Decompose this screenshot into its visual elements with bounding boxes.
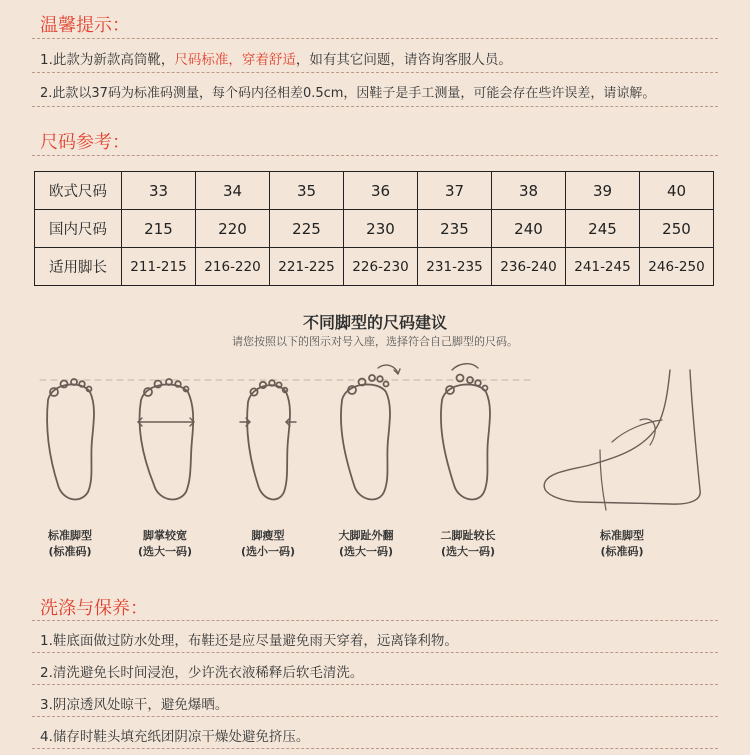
foot-guide-subtitle: 请您按照以下的图示对号入座，选择符合自己脚型的尺码。: [232, 335, 518, 348]
foot-type-advice: (标准码): [48, 545, 92, 558]
table-cell: 33: [122, 172, 196, 210]
foot-guide-title: 不同脚型的尺码建议: [302, 313, 447, 332]
table-cell: 37: [418, 172, 492, 210]
foot-type-advice: (选大一码): [440, 545, 496, 558]
foot-type-label: [218, 528, 318, 560]
foot-type-label: [115, 528, 215, 560]
standard-foot-icon: [47, 379, 94, 499]
divider: [32, 72, 718, 73]
foot-type-name: 脚瘦型: [251, 529, 285, 542]
table-cell: 35: [270, 172, 344, 210]
table-cell: 245: [566, 210, 640, 248]
table-cell: 236-240: [492, 248, 566, 286]
table-cell: 211-215: [122, 248, 196, 286]
table-cell: 235: [418, 210, 492, 248]
foot-type-advice: (标准码): [600, 545, 644, 558]
divider: [32, 620, 718, 621]
table-cell: 230: [344, 210, 418, 248]
care-line-3: 3.阴凉透风处晾干，避免爆晒。: [40, 697, 229, 713]
foot-type-name: 大脚趾外翻: [338, 529, 394, 542]
table-cell: 241-245: [566, 248, 640, 286]
size-table: [34, 171, 714, 286]
foot-type-name: 标准脚型: [48, 529, 92, 542]
slim-foot-icon: [240, 380, 296, 499]
wide-foot-icon: [138, 379, 194, 499]
divider: [32, 684, 718, 685]
notice-line-2: 2.此款以37码为标准码测量，每个码内径相差0.5cm，因鞋子是手工测量，可能会存在些许误差，请谅解。: [40, 86, 656, 101]
divider: [32, 652, 718, 653]
table-cell: 225: [270, 210, 344, 248]
side-foot-icon: [544, 370, 700, 510]
care-title: 洗涤与保养：: [40, 598, 148, 619]
table-cell: 39: [566, 172, 640, 210]
notice-line-1-highlight: 尺码标准，穿着舒适: [174, 52, 296, 68]
foot-type-name: 脚掌较宽: [143, 529, 187, 542]
care-line-4: 4.储存时鞋头填充纸团阴凉干燥处避免挤压。: [40, 729, 310, 745]
foot-type-label: [20, 528, 120, 560]
foot-type-advice: (选大一码): [137, 545, 193, 558]
divider: [32, 155, 718, 156]
care-line-2: 2.清洗避免长时间浸泡，少许洗衣液稀释后软毛清洗。: [40, 665, 364, 681]
table-cell: 231-235: [418, 248, 492, 286]
table-cell: 226-230: [344, 248, 418, 286]
table-cell: 221-225: [270, 248, 344, 286]
foot-type-advice: (选小一码): [240, 545, 296, 558]
table-cell: 216-220: [196, 248, 270, 286]
table-cell: 215: [122, 210, 196, 248]
foot-type-name: 标准脚型: [600, 529, 644, 542]
row-header-foot-length: 适用脚长: [35, 248, 122, 286]
divider: [32, 716, 718, 717]
foot-type-label: [572, 528, 672, 560]
foot-type-advice: (选大一码): [338, 545, 394, 558]
notice-line-1-prefix: 1.此款为新款高筒靴，: [40, 52, 175, 68]
foot-type-name: 二脚趾较长: [440, 529, 496, 542]
foot-illustrations: [0, 360, 750, 520]
table-row: [35, 172, 714, 210]
notice-title: 温馨提示：: [40, 15, 130, 36]
table-cell: 36: [344, 172, 418, 210]
foot-type-label: [316, 528, 416, 560]
row-header-cn-size: 国内尺码: [35, 210, 122, 248]
table-cell: 250: [640, 210, 714, 248]
table-cell: 240: [492, 210, 566, 248]
long-second-toe-icon: [441, 364, 490, 500]
foot-type-label: [418, 528, 518, 560]
care-line-1: 1.鞋底面做过防水处理，布鞋还是应尽量避免雨天穿着，远离锋利物。: [40, 633, 458, 649]
divider: [32, 38, 718, 39]
row-header-eu-size: 欧式尺码: [35, 172, 122, 210]
table-cell: 38: [492, 172, 566, 210]
table-row: [35, 248, 714, 286]
table-cell: 220: [196, 210, 270, 248]
table-cell: 40: [640, 172, 714, 210]
table-row: [35, 210, 714, 248]
table-cell: 246-250: [640, 248, 714, 286]
table-cell: 34: [196, 172, 270, 210]
divider: [32, 106, 718, 107]
divider: [32, 748, 718, 749]
bunion-foot-icon: [341, 365, 400, 499]
size-ref-title: 尺码参考：: [40, 132, 130, 153]
notice-line-1: [40, 48, 512, 68]
notice-line-1-suffix: ，如有其它问题，请咨询客服人员。: [295, 52, 512, 68]
